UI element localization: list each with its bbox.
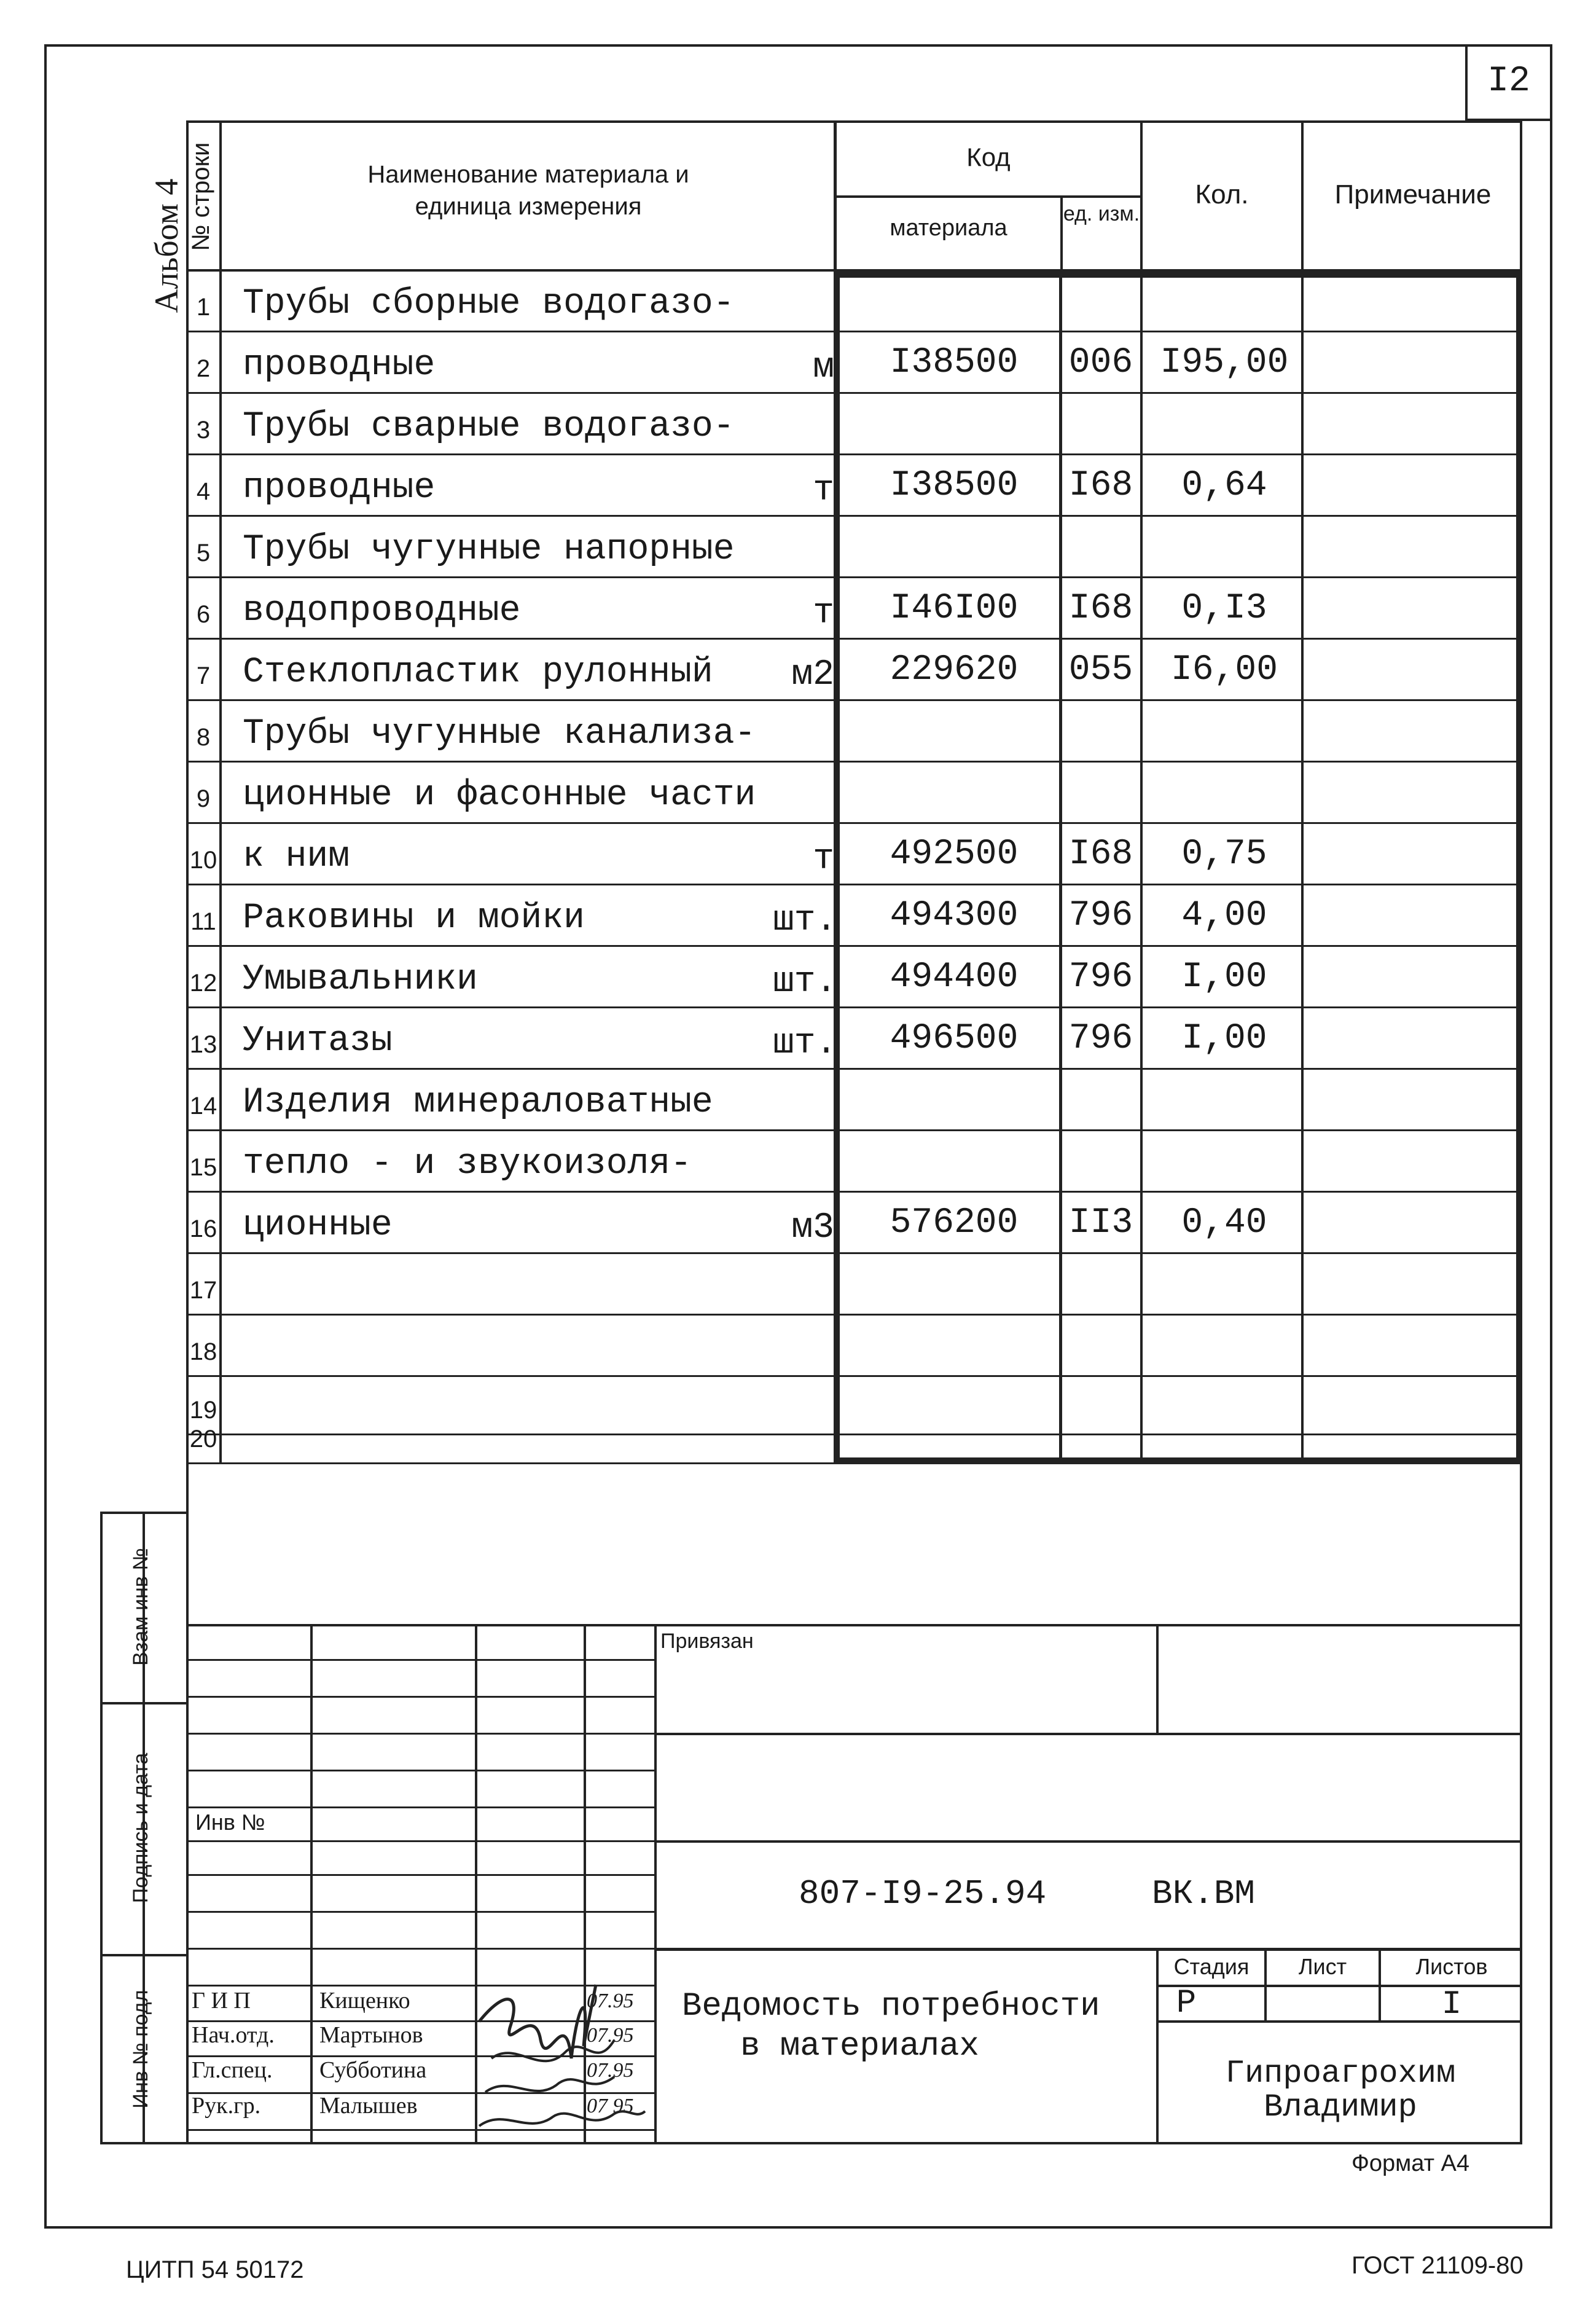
org-line1: Гипроагрохим bbox=[1225, 2055, 1456, 2092]
table-row bbox=[186, 1008, 1522, 1069]
material-name: Трубы чугунные канализа- bbox=[243, 714, 756, 754]
table-row bbox=[186, 885, 1522, 946]
doc-title-line2: в материалах bbox=[740, 2028, 979, 2065]
header-code: Код bbox=[966, 143, 1011, 171]
header-row-no: № строки bbox=[187, 142, 214, 251]
table-row bbox=[186, 332, 1522, 393]
format-label: Формат А4 bbox=[1352, 2151, 1470, 2176]
quantity: I6,00 bbox=[1170, 650, 1278, 690]
signer-role: Нач.отд. bbox=[192, 2022, 275, 2048]
signer-name: Кищенко bbox=[319, 1988, 410, 2014]
material-name: Трубы сборные водогазо- bbox=[243, 284, 735, 324]
material-name: Стеклопластик рулонный bbox=[243, 653, 713, 692]
unit-code: I68 bbox=[1068, 834, 1133, 874]
row-number: 3 bbox=[196, 417, 211, 444]
album-label: Альбом 4 bbox=[148, 178, 185, 313]
material-code: 494300 bbox=[890, 896, 1019, 936]
table-row bbox=[186, 1192, 1522, 1253]
signer-name: Мартынов bbox=[319, 2022, 423, 2048]
row-number: 7 bbox=[196, 662, 211, 689]
row-number: 12 bbox=[189, 970, 217, 997]
material-name: Раковины и мойки bbox=[243, 898, 585, 938]
unit-code: 796 bbox=[1068, 1019, 1133, 1059]
quantity: I,00 bbox=[1181, 1019, 1267, 1059]
signer-date: 07.95 bbox=[587, 2024, 634, 2047]
signer-role: Гл.спец. bbox=[192, 2057, 273, 2083]
material-unit: м2 bbox=[791, 655, 834, 695]
material-unit: шт. bbox=[773, 1024, 837, 1064]
unit-code: 006 bbox=[1068, 343, 1133, 383]
quantity: 4,00 bbox=[1181, 896, 1267, 936]
label-vzam-inv: Взам инв № bbox=[129, 1548, 152, 1666]
material-code: 229620 bbox=[890, 650, 1019, 690]
row-number: 8 bbox=[196, 724, 211, 751]
org-line2: Владимир bbox=[1264, 2089, 1417, 2125]
doc-title-line1: Ведомость потребности bbox=[682, 1988, 1100, 2025]
stage-label: Стадия bbox=[1173, 1954, 1250, 1979]
material-code: I38500 bbox=[890, 343, 1019, 383]
material-name: проводные bbox=[243, 468, 436, 508]
material-unit: т bbox=[813, 594, 834, 633]
signature-scribbles bbox=[467, 1966, 663, 2144]
header-note: Примечание bbox=[1334, 179, 1492, 210]
unit-code: II3 bbox=[1068, 1203, 1133, 1243]
material-unit: м bbox=[813, 348, 834, 388]
sheet-label: Лист bbox=[1298, 1954, 1347, 1979]
material-code: 496500 bbox=[890, 1019, 1019, 1059]
stage-value: Р bbox=[1176, 1985, 1197, 2022]
quantity: 0,40 bbox=[1181, 1203, 1267, 1243]
table-row bbox=[186, 1131, 1522, 1192]
table-row bbox=[186, 823, 1522, 885]
quantity: I95,00 bbox=[1160, 343, 1289, 383]
sheets-value: I bbox=[1441, 1986, 1462, 2023]
table-row bbox=[186, 1253, 1522, 1315]
unit-code: I68 bbox=[1068, 466, 1133, 506]
quantity: 0,64 bbox=[1181, 466, 1267, 506]
table-row bbox=[186, 1069, 1522, 1131]
table-row bbox=[186, 455, 1522, 516]
sheets-label: Листов bbox=[1415, 1954, 1488, 1979]
material-code: I38500 bbox=[890, 466, 1019, 506]
material-unit: т bbox=[813, 471, 834, 511]
material-code: 494400 bbox=[890, 957, 1019, 997]
table-row bbox=[186, 516, 1522, 578]
table-row bbox=[186, 272, 1522, 332]
privyazan-label: Привязан bbox=[660, 1630, 754, 1653]
row-number: 5 bbox=[196, 539, 211, 567]
table-row bbox=[186, 1376, 1522, 1435]
quantity: I,00 bbox=[1181, 957, 1267, 997]
unit-code: 055 bbox=[1068, 650, 1133, 690]
material-unit: м3 bbox=[791, 1208, 834, 1248]
row-number: 19 bbox=[189, 1397, 217, 1424]
table-row bbox=[186, 393, 1522, 455]
table-row bbox=[186, 1426, 1522, 1464]
signer-role: Г И П bbox=[192, 1988, 251, 2014]
material-code: I46I00 bbox=[890, 589, 1019, 629]
row-number: 17 bbox=[189, 1277, 217, 1304]
inv-no-label: Инв № bbox=[195, 1810, 265, 1835]
row-number: 10 bbox=[189, 847, 217, 874]
row-number: 2 bbox=[196, 355, 211, 382]
signer-date: 07 95 bbox=[587, 2095, 634, 2117]
material-unit: шт. bbox=[773, 962, 837, 1002]
table-row bbox=[186, 578, 1522, 639]
row-number: 9 bbox=[196, 785, 211, 812]
material-code: 492500 bbox=[890, 834, 1019, 874]
material-name: проводные bbox=[243, 345, 436, 385]
row-number: 14 bbox=[189, 1092, 217, 1120]
header-code-unit: ед. изм. bbox=[1063, 202, 1140, 226]
row-number: 15 bbox=[189, 1154, 217, 1181]
material-name: Умывальники bbox=[243, 960, 478, 1000]
quantity: 0,75 bbox=[1181, 834, 1267, 874]
header-name: Наименование материала и единица измерения bbox=[367, 161, 689, 220]
material-name: водопроводные bbox=[243, 591, 521, 631]
material-unit: т bbox=[813, 839, 834, 879]
material-name: Унитазы bbox=[243, 1021, 393, 1061]
material-name: Изделия минераловатные bbox=[243, 1083, 713, 1123]
label-inv-podl: Инв № подл bbox=[129, 1990, 152, 2109]
row-number: 20 bbox=[189, 1426, 217, 1453]
table-row bbox=[186, 762, 1522, 823]
signer-date: 07.95 bbox=[587, 2059, 634, 2082]
material-unit: шт. bbox=[773, 901, 837, 941]
signer-name: Субботина bbox=[319, 2057, 427, 2083]
header-code-material: материала bbox=[890, 215, 1007, 241]
doc-mark: ВК.ВМ bbox=[1152, 1874, 1256, 1913]
table-row bbox=[186, 1315, 1522, 1376]
row-number: 16 bbox=[189, 1215, 217, 1242]
row-number: 1 bbox=[196, 294, 211, 321]
footer-left: ЦИТП 54 50172 bbox=[126, 2256, 304, 2283]
row-number: 18 bbox=[189, 1338, 217, 1365]
table-row bbox=[186, 639, 1522, 700]
unit-code: 796 bbox=[1068, 896, 1133, 936]
table-row bbox=[186, 700, 1522, 762]
material-name: к ним bbox=[243, 837, 350, 877]
table-row bbox=[186, 946, 1522, 1008]
material-name: Трубы чугунные напорные bbox=[243, 530, 735, 570]
material-name: ционные bbox=[243, 1206, 393, 1245]
row-number: 6 bbox=[196, 601, 211, 628]
row-number: 4 bbox=[196, 478, 211, 505]
sheet-number: I2 bbox=[1487, 61, 1530, 101]
doc-code: 807-I9-25.94 bbox=[799, 1874, 1047, 1913]
footer-right: ГОСТ 21109-80 bbox=[1352, 2252, 1524, 2279]
material-name: тепло - и звукоизоля- bbox=[243, 1144, 692, 1184]
quantity: 0,I3 bbox=[1181, 589, 1267, 629]
row-number: 11 bbox=[190, 908, 216, 935]
row-number: 13 bbox=[189, 1031, 217, 1058]
header-qty: Кол. bbox=[1195, 179, 1249, 210]
material-name: ционные и фасонные части bbox=[243, 775, 756, 815]
signer-date: 07.95 bbox=[587, 1990, 634, 2012]
unit-code: 796 bbox=[1068, 957, 1133, 997]
label-podpis-data: Подпись и дата bbox=[129, 1752, 152, 1904]
material-name: Трубы сварные водогазо- bbox=[243, 407, 735, 447]
signer-name: Малышев bbox=[319, 2093, 418, 2119]
unit-code: I68 bbox=[1068, 589, 1133, 629]
signer-role: Рук.гр. bbox=[192, 2093, 261, 2119]
material-code: 576200 bbox=[890, 1203, 1019, 1243]
